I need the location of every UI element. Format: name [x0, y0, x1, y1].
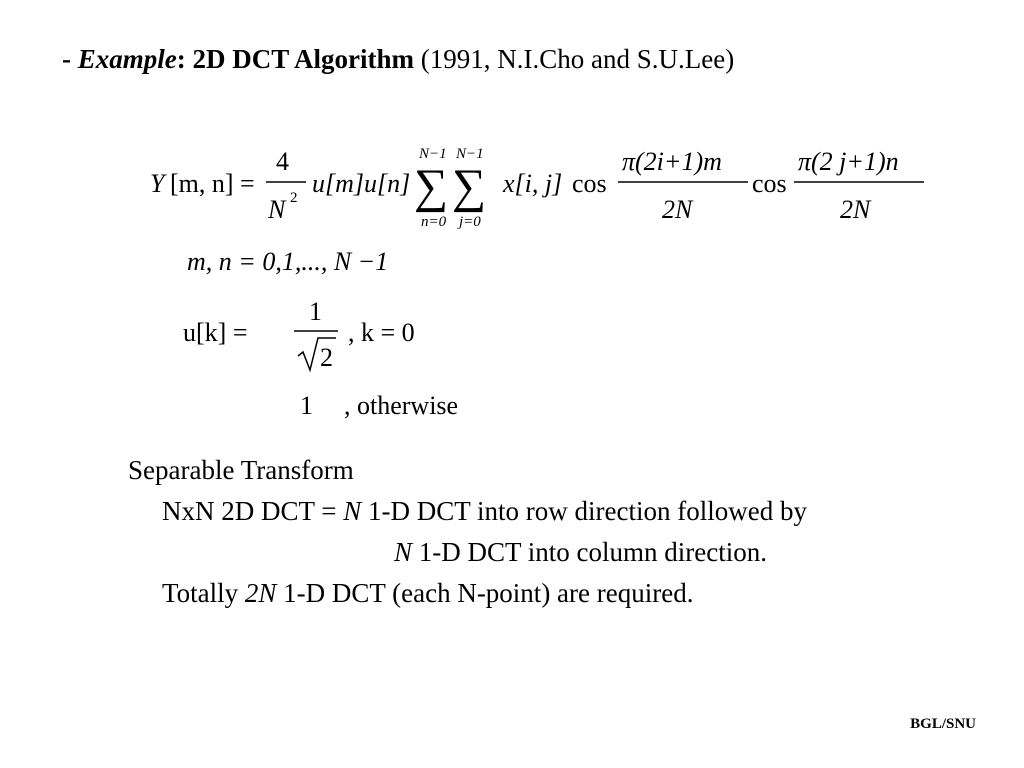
uk-case2-value: 1	[300, 391, 313, 420]
sum-bot-j: j=0	[459, 214, 481, 230]
uk-num: 1	[309, 297, 322, 326]
uk-definition	[183, 297, 458, 420]
index-range: m, n = 0,1,..., N −1	[187, 247, 389, 276]
text-line-1	[162, 496, 807, 527]
title-colon: :	[176, 44, 186, 74]
formula-num2: π(2 j+1)n	[798, 147, 899, 176]
text-line-3-post: 1-D DCT (each N-point) are required.	[276, 578, 694, 608]
uk-case1: , k = 0	[348, 318, 415, 347]
text-line-2	[394, 537, 767, 568]
title-dash: -	[62, 44, 71, 74]
uk-case2-text: , otherwise	[344, 391, 459, 420]
sum-top-n: N−1	[419, 146, 447, 162]
text-line-3-pre: Totally	[162, 578, 245, 608]
dct-formula	[150, 146, 924, 230]
footer-label: BGL/SNU	[910, 716, 976, 732]
text-line-3	[162, 578, 693, 609]
separable-heading: Separable Transform	[128, 455, 354, 485]
formula-umun: u[m]u[n]	[312, 169, 411, 198]
text-line-1-N: N	[343, 496, 362, 526]
text-line-2-N: N	[394, 537, 413, 567]
text-line-3-2N: 2N	[244, 578, 277, 608]
title-citation: (1991, N.I.Cho and S.U.Lee)	[420, 44, 735, 74]
formula-num4: 4	[276, 147, 289, 176]
formula-cos2: cos	[752, 169, 787, 198]
sum-sigma-1: ∑	[414, 160, 449, 213]
title-name: 2D DCT Algorithm	[192, 44, 415, 74]
uk-den: 2	[320, 343, 333, 372]
formula-Y: Y	[150, 169, 165, 198]
formula-den2: 2N	[840, 195, 871, 224]
uk-lhs: u[k] =	[183, 318, 248, 347]
formula-eq: =	[240, 169, 255, 198]
text-line-2-post: 1-D DCT into column direction.	[412, 537, 767, 567]
title-example: Example	[77, 44, 177, 74]
sum-top-j: N−1	[456, 146, 484, 162]
formula-N: N	[268, 195, 286, 224]
sum-sigma-2: ∑	[452, 160, 487, 213]
formula-cos1: cos	[572, 169, 607, 198]
formula-den1: 2N	[662, 195, 693, 224]
text-line-1-pre: NxN 2D DCT =	[162, 496, 344, 526]
sum-bot-n: n=0	[421, 214, 447, 230]
formula-bracket-mn: [m, n]	[170, 169, 234, 198]
formula-xij: x[i, j]	[503, 169, 563, 198]
formula-exp2: 2	[290, 190, 298, 206]
formula-num1: π(2i+1)m	[622, 147, 722, 176]
text-line-1-post: 1-D DCT into row direction followed by	[361, 496, 807, 526]
